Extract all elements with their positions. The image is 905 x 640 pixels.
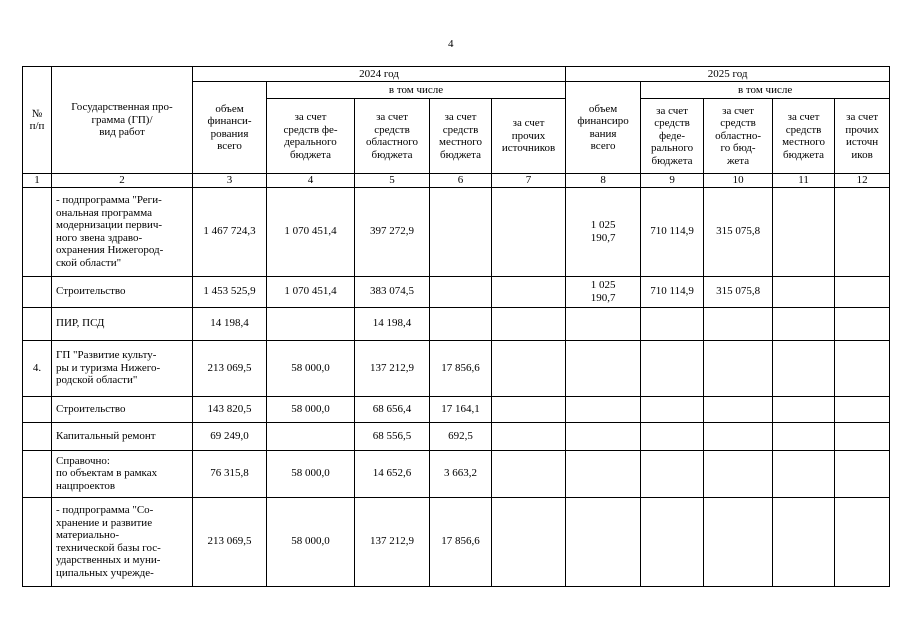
cell-other-2024: [492, 187, 566, 276]
cell-other-2024: [492, 276, 566, 307]
column-number: 10: [704, 174, 773, 188]
cell-federal-2025: [641, 340, 704, 396]
cell-total-2024: 213 069,5: [193, 497, 267, 586]
cell-other-2024: [492, 307, 566, 340]
cell-total-2024: 69 249,0: [193, 422, 267, 450]
header-total-2024: объем финанси- рования всего: [193, 82, 267, 174]
cell-regional-2025: [704, 340, 773, 396]
cell-other-2024: [492, 396, 566, 422]
row-number: [23, 396, 52, 422]
header-program: Государственная про- грамма (ГП)/ вид работ: [52, 67, 193, 174]
row-name: - подпрограмма "Со- хранение и развитие материально- технической базы гос- ударственных и муни- ципальных учрежде-: [52, 497, 193, 586]
cell-federal-2024: [267, 422, 355, 450]
cell-federal-2025: [641, 450, 704, 497]
header-federal-2025: за счет средств феде- рального бюджета: [641, 99, 704, 174]
cell-total-2025: [566, 422, 641, 450]
header-year-2024: 2024 год: [193, 67, 566, 82]
cell-federal-2024: 58 000,0: [267, 396, 355, 422]
row-number: [23, 276, 52, 307]
cell-other-2025: [835, 276, 890, 307]
cell-total-2025: [566, 497, 641, 586]
cell-regional-2024: 383 074,5: [355, 276, 430, 307]
column-number: 2: [52, 174, 193, 188]
cell-regional-2025: [704, 307, 773, 340]
row-number: [23, 497, 52, 586]
cell-total-2024: 143 820,5: [193, 396, 267, 422]
cell-total-2024: 14 198,4: [193, 307, 267, 340]
row-name: ПИР, ПСД: [52, 307, 193, 340]
row-number: [23, 307, 52, 340]
cell-regional-2024: 68 556,5: [355, 422, 430, 450]
cell-total-2025: 1 025 190,7: [566, 276, 641, 307]
row-name: Строительство: [52, 276, 193, 307]
cell-regional-2024: 14 198,4: [355, 307, 430, 340]
cell-total-2024: 1 453 525,9: [193, 276, 267, 307]
header-including-2025: в том числе: [641, 82, 890, 99]
table-row: [23, 422, 890, 450]
cell-federal-2024: 58 000,0: [267, 497, 355, 586]
cell-local-2024: [430, 307, 492, 340]
table-row: [23, 276, 890, 307]
cell-other-2024: [492, 340, 566, 396]
table-row: [23, 396, 890, 422]
cell-local-2024: 3 663,2: [430, 450, 492, 497]
table-row: [23, 187, 890, 276]
cell-total-2025: [566, 396, 641, 422]
cell-other-2025: [835, 187, 890, 276]
cell-regional-2024: 137 212,9: [355, 340, 430, 396]
cell-federal-2025: [641, 307, 704, 340]
cell-local-2025: [773, 307, 835, 340]
cell-total-2025: [566, 450, 641, 497]
cell-local-2024: 692,5: [430, 422, 492, 450]
column-number: 8: [566, 174, 641, 188]
header-federal-2024: за счет средств фе- дерального бюджета: [267, 99, 355, 174]
cell-local-2024: 17 856,6: [430, 340, 492, 396]
cell-local-2025: [773, 497, 835, 586]
cell-local-2025: [773, 422, 835, 450]
cell-regional-2025: 315 075,8: [704, 187, 773, 276]
cell-total-2025: [566, 340, 641, 396]
cell-other-2025: [835, 497, 890, 586]
cell-regional-2024: 14 652,6: [355, 450, 430, 497]
row-name: - подпрограмма "Реги- ональная программа модернизации первич- ного звена здраво- охранения Нижегород- ской области": [52, 187, 193, 276]
cell-regional-2025: [704, 497, 773, 586]
cell-total-2024: 1 467 724,3: [193, 187, 267, 276]
header-including-2024: в том числе: [267, 82, 566, 99]
header-year-2025: 2025 год: [566, 67, 890, 82]
header-local-2025: за счет средств местного бюджета: [773, 99, 835, 174]
cell-total-2024: 76 315,8: [193, 450, 267, 497]
cell-regional-2025: 315 075,8: [704, 276, 773, 307]
row-name: Строительство: [52, 396, 193, 422]
cell-total-2025: [566, 307, 641, 340]
table-row: [23, 450, 890, 497]
cell-federal-2024: 1 070 451,4: [267, 276, 355, 307]
cell-regional-2025: [704, 422, 773, 450]
row-number: [23, 187, 52, 276]
cell-federal-2024: 58 000,0: [267, 450, 355, 497]
column-number: 6: [430, 174, 492, 188]
column-number: 11: [773, 174, 835, 188]
column-number: 1: [23, 174, 52, 188]
cell-local-2025: [773, 187, 835, 276]
header-no: № п/п: [23, 67, 52, 174]
row-number: [23, 422, 52, 450]
row-number: [23, 450, 52, 497]
cell-local-2025: [773, 340, 835, 396]
cell-federal-2024: 58 000,0: [267, 340, 355, 396]
row-name: Справочно: по объектам в рамках нацпроектов: [52, 450, 193, 497]
cell-other-2025: [835, 307, 890, 340]
column-number: 7: [492, 174, 566, 188]
cell-regional-2024: 397 272,9: [355, 187, 430, 276]
cell-other-2024: [492, 422, 566, 450]
cell-local-2025: [773, 396, 835, 422]
column-number: 5: [355, 174, 430, 188]
column-number: 4: [267, 174, 355, 188]
cell-other-2025: [835, 450, 890, 497]
cell-other-2025: [835, 422, 890, 450]
cell-federal-2025: 710 114,9: [641, 276, 704, 307]
cell-local-2025: [773, 450, 835, 497]
cell-local-2025: [773, 276, 835, 307]
header-regional-2024: за счет средств областного бюджета: [355, 99, 430, 174]
header-other-2025: за счет прочих источн иков: [835, 99, 890, 174]
column-number-row: [23, 174, 890, 188]
cell-other-2025: [835, 340, 890, 396]
cell-federal-2025: [641, 422, 704, 450]
cell-federal-2025: [641, 396, 704, 422]
budget-table: [22, 66, 890, 587]
table-row: [23, 497, 890, 586]
cell-local-2024: 17 856,6: [430, 497, 492, 586]
page-number: 4: [448, 38, 454, 50]
cell-federal-2025: 710 114,9: [641, 187, 704, 276]
cell-local-2024: 17 164,1: [430, 396, 492, 422]
row-name: Капитальный ремонт: [52, 422, 193, 450]
cell-federal-2024: [267, 307, 355, 340]
cell-total-2024: 213 069,5: [193, 340, 267, 396]
cell-other-2024: [492, 497, 566, 586]
column-number: 3: [193, 174, 267, 188]
cell-local-2024: [430, 276, 492, 307]
column-number: 9: [641, 174, 704, 188]
table-row: [23, 340, 890, 396]
cell-regional-2024: 137 212,9: [355, 497, 430, 586]
cell-regional-2025: [704, 396, 773, 422]
cell-federal-2025: [641, 497, 704, 586]
cell-regional-2025: [704, 450, 773, 497]
row-name: ГП "Развитие культу- ры и туризма Нижего- родской области": [52, 340, 193, 396]
header-local-2024: за счет средств местного бюджета: [430, 99, 492, 174]
cell-regional-2024: 68 656,4: [355, 396, 430, 422]
row-number: 4.: [23, 340, 52, 396]
header-other-2024: за счет прочих источников: [492, 99, 566, 174]
header-regional-2025: за счет средств областно- го бюд- жета: [704, 99, 773, 174]
cell-other-2024: [492, 450, 566, 497]
cell-local-2024: [430, 187, 492, 276]
header-total-2025: объем финансиро вания всего: [566, 82, 641, 174]
cell-other-2025: [835, 396, 890, 422]
cell-federal-2024: 1 070 451,4: [267, 187, 355, 276]
cell-total-2025: 1 025 190,7: [566, 187, 641, 276]
column-number: 12: [835, 174, 890, 188]
table-row: [23, 307, 890, 340]
